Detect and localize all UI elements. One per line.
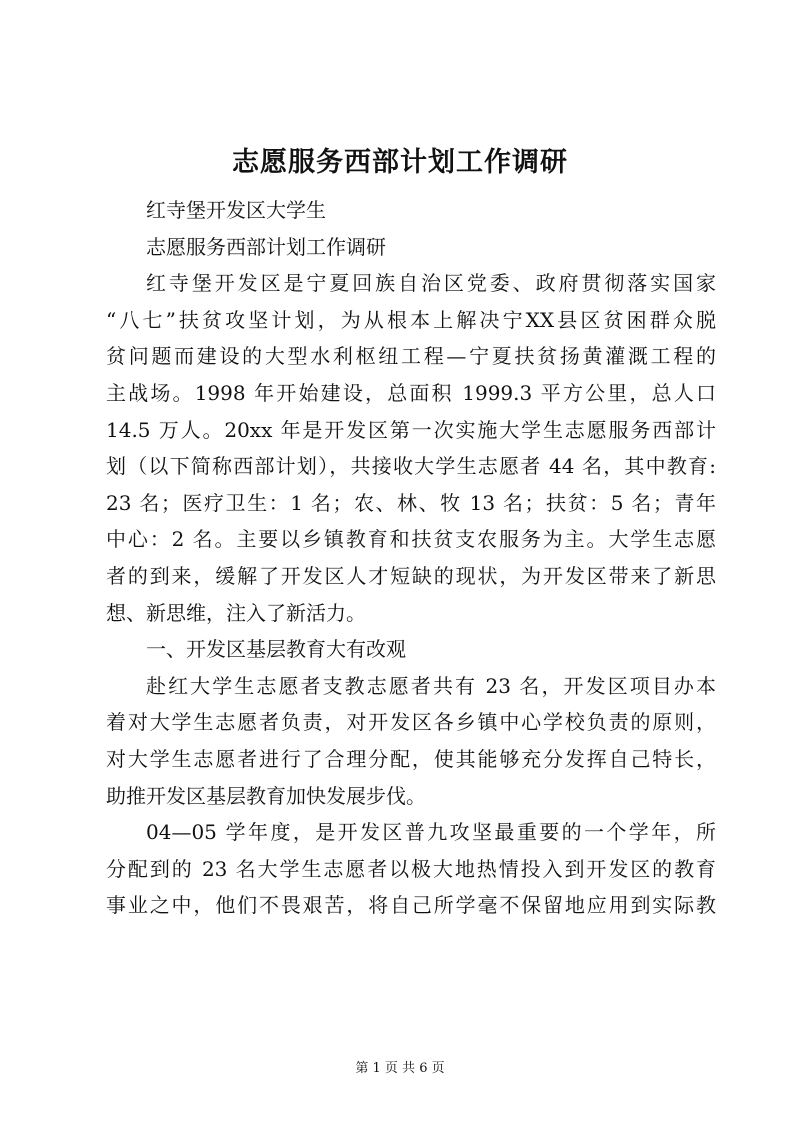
paragraph xyxy=(106,814,716,924)
text-line: 贫问题而建设的大型水利枢纽工程—宁夏扶贫扬黄灌溉工程的 xyxy=(106,344,716,369)
text-line: 着对大学生志愿者负责，对开发区各乡镇中心学校负责的原则， xyxy=(106,710,716,735)
paragraph xyxy=(106,631,716,668)
text-line: 者的到来，缓解了开发区人才短缺的现状，为开发区带来了新思 xyxy=(106,563,716,588)
text-line: 对大学生志愿者进行了合理分配，使其能够充分发挥自己特长， xyxy=(106,746,716,771)
text-line: 红寺堡开发区是宁夏回族自治区党委、政府贯彻落实国家 xyxy=(146,271,716,296)
document-body xyxy=(106,192,716,924)
text-line: 志愿服务西部计划工作调研 xyxy=(146,234,386,259)
text-line: 分配到的 23 名大学生志愿者以极大地热情投入到开发区的教育 xyxy=(106,856,716,881)
text-line: 一、开发区基层教育大有改观 xyxy=(146,637,406,662)
text-line: 红寺堡开发区大学生 xyxy=(146,198,326,222)
text-line: 赴红大学生志愿者支教志愿者共有 23 名，开发区项目办本 xyxy=(146,673,716,698)
paragraph xyxy=(106,192,716,229)
text-line: 23 名；医疗卫生：1 名；农、林、牧 13 名；扶贫：5 名；青年 xyxy=(106,490,716,515)
paragraph xyxy=(106,229,716,266)
text-line: 助推开发区基层教育加快发展步伐。 xyxy=(106,783,426,808)
text-line: 主战场。1998 年开始建设，总面积 1999.3 平方公里，总人口 xyxy=(106,380,716,405)
text-line: 04—05 学年度，是开发区普九攻坚最重要的一个学年，所 xyxy=(146,820,716,845)
text-line: 中心：2 名。主要以乡镇教育和扶贫支农服务为主。大学生志愿 xyxy=(106,527,716,552)
text-line: “八七”扶贫攻坚计划，为从根本上解决宁XX县区贫困群众脱 xyxy=(106,307,716,332)
text-line: 事业之中，他们不畏艰苦，将自己所学毫不保留地应用到实际教 xyxy=(106,893,716,918)
text-line: 想、新思维，注入了新活力。 xyxy=(106,600,366,625)
page-footer: 第 1 页 共 6 页 xyxy=(355,1061,445,1076)
paragraph xyxy=(106,265,716,631)
document-title: 志愿服务西部计划工作调研 xyxy=(232,147,568,178)
text-line: 14.5 万人。20xx 年是开发区第一次实施大学生志愿服务西部计 xyxy=(106,417,716,442)
paragraph xyxy=(106,668,716,814)
text-line: 划（以下简称西部计划），共接收大学生志愿者 44 名，其中教育: xyxy=(106,454,716,479)
